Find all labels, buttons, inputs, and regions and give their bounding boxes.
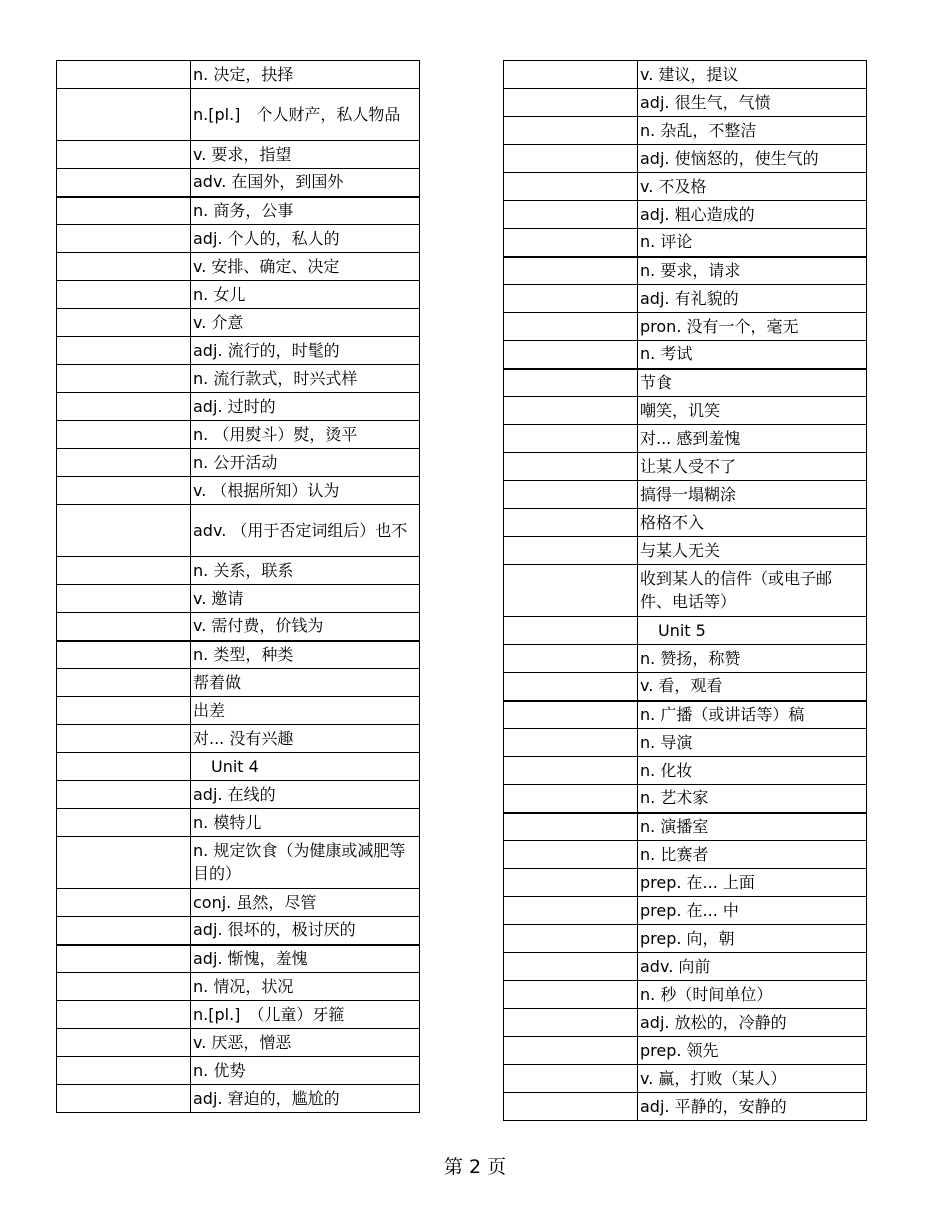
vocab-row	[57, 889, 420, 917]
meaning-cell: adj. 在线的	[191, 781, 420, 809]
word-cell	[504, 1065, 638, 1093]
vocab-row	[57, 1001, 420, 1029]
vocab-row	[504, 925, 867, 953]
word-cell	[504, 565, 638, 617]
meaning-cell: adj. 惭愧，羞愧	[191, 945, 420, 973]
vocab-row	[57, 197, 420, 225]
left-vocab-body	[57, 61, 420, 1113]
word-cell	[504, 145, 638, 173]
vocab-row	[504, 701, 867, 729]
meaning-cell: n. 类型，种类	[191, 641, 420, 669]
word-cell	[504, 785, 638, 813]
word-cell	[57, 61, 191, 89]
vocab-row	[504, 897, 867, 925]
vocab-row	[57, 141, 420, 169]
vocab-row	[504, 1065, 867, 1093]
meaning-cell: n. 广播（或讲话等）稿	[638, 701, 867, 729]
word-cell	[504, 897, 638, 925]
meaning-cell: pron. 没有一个，毫无	[638, 313, 867, 341]
meaning-cell: 收到某人的信件（或电子邮件、电话等）	[638, 565, 867, 617]
meaning-cell: adv. 向前	[638, 953, 867, 981]
meaning-cell: n. 导演	[638, 729, 867, 757]
meaning-cell: v. 邀请	[191, 585, 420, 613]
vocab-row	[504, 813, 867, 841]
meaning-cell: prep. 向，朝	[638, 925, 867, 953]
meaning-cell: adj. 有礼貌的	[638, 285, 867, 313]
vocab-row	[504, 257, 867, 285]
word-cell	[57, 1029, 191, 1057]
meaning-cell: v. 看，观看	[638, 673, 867, 701]
meaning-cell: n. 优势	[191, 1057, 420, 1085]
vocab-row	[504, 1093, 867, 1121]
word-cell	[504, 1037, 638, 1065]
meaning-cell: adj. 过时的	[191, 393, 420, 421]
vocab-row	[504, 1009, 867, 1037]
word-cell	[57, 725, 191, 753]
meaning-cell: n. 杂乱，不整洁	[638, 117, 867, 145]
word-cell	[504, 89, 638, 117]
vocab-row	[57, 781, 420, 809]
word-cell	[57, 421, 191, 449]
vocab-row	[504, 145, 867, 173]
meaning-cell: n.[pl.] （儿童）牙箍	[191, 1001, 420, 1029]
word-cell	[504, 981, 638, 1009]
word-cell	[57, 837, 191, 889]
word-cell	[57, 697, 191, 725]
vocab-row	[57, 725, 420, 753]
meaning-cell: prep. 领先	[638, 1037, 867, 1065]
meaning-cell: n. 秒（时间单位）	[638, 981, 867, 1009]
vocab-row	[504, 369, 867, 397]
meaning-cell: adj. 使恼怒的，使生气的	[638, 145, 867, 173]
word-cell	[504, 1093, 638, 1121]
word-cell	[57, 753, 191, 781]
meaning-cell: conj. 虽然，尽管	[191, 889, 420, 917]
vocab-row	[57, 641, 420, 669]
vocab-row	[504, 645, 867, 673]
meaning-cell: n. 关系，联系	[191, 557, 420, 585]
vocab-row	[504, 425, 867, 453]
vocab-row	[504, 397, 867, 425]
vocab-row	[504, 341, 867, 369]
vocab-row	[57, 917, 420, 945]
word-cell	[504, 61, 638, 89]
word-cell	[504, 229, 638, 257]
word-cell	[504, 369, 638, 397]
meaning-cell: adj. 很坏的，极讨厌的	[191, 917, 420, 945]
word-cell	[504, 313, 638, 341]
vocab-row	[57, 61, 420, 89]
meaning-cell: n.[pl.] 个人财产，私人物品	[191, 89, 420, 141]
meaning-cell: adv. 在国外，到国外	[191, 169, 420, 197]
word-cell	[504, 701, 638, 729]
meaning-cell: v. 要求，指望	[191, 141, 420, 169]
word-cell	[57, 917, 191, 945]
vocab-row	[504, 953, 867, 981]
vocab-row	[57, 337, 420, 365]
meaning-cell: prep. 在... 上面	[638, 869, 867, 897]
vocab-row	[504, 1037, 867, 1065]
meaning-cell: v. 需付费，价钱为	[191, 613, 420, 641]
meaning-cell: v. 不及格	[638, 173, 867, 201]
meaning-cell: v. 介意	[191, 309, 420, 337]
word-cell	[57, 809, 191, 837]
meaning-cell: 出差	[191, 697, 420, 725]
vocab-row	[57, 169, 420, 197]
word-cell	[57, 253, 191, 281]
unit-heading-row	[57, 753, 420, 781]
vocab-row	[57, 477, 420, 505]
vocab-row	[57, 281, 420, 309]
meaning-cell: n. 要求，请求	[638, 257, 867, 285]
word-cell	[57, 477, 191, 505]
word-cell	[57, 169, 191, 197]
meaning-cell: n. 演播室	[638, 813, 867, 841]
vocab-row	[504, 537, 867, 565]
unit-heading-cell: Unit 5	[638, 617, 867, 645]
word-cell	[57, 557, 191, 585]
vocab-row	[504, 453, 867, 481]
word-cell	[504, 257, 638, 285]
meaning-cell: 帮着做	[191, 669, 420, 697]
word-cell	[57, 89, 191, 141]
word-cell	[57, 449, 191, 477]
word-cell	[504, 537, 638, 565]
word-cell	[57, 613, 191, 641]
meaning-cell: n. （用熨斗）熨，烫平	[191, 421, 420, 449]
word-cell	[504, 117, 638, 145]
word-cell	[504, 953, 638, 981]
word-cell	[57, 585, 191, 613]
vocab-row	[504, 173, 867, 201]
meaning-cell: v. 赢，打败（某人）	[638, 1065, 867, 1093]
vocab-row	[57, 421, 420, 449]
word-cell	[57, 1057, 191, 1085]
left-vocab-table	[56, 60, 420, 1113]
meaning-cell: adj. 粗心造成的	[638, 201, 867, 229]
word-cell	[57, 141, 191, 169]
word-cell	[57, 669, 191, 697]
vocab-row	[57, 973, 420, 1001]
meaning-cell: n. 化妆	[638, 757, 867, 785]
word-cell	[504, 813, 638, 841]
word-cell	[57, 393, 191, 421]
word-cell	[57, 337, 191, 365]
meaning-cell: 让某人受不了	[638, 453, 867, 481]
word-cell	[504, 173, 638, 201]
word-cell	[504, 841, 638, 869]
meaning-cell: adv. （用于否定词组后）也不	[191, 505, 420, 557]
word-cell	[504, 425, 638, 453]
vocab-row	[57, 1029, 420, 1057]
vocab-row	[57, 557, 420, 585]
vocab-row	[504, 565, 867, 617]
meaning-cell: 格格不入	[638, 509, 867, 537]
word-cell	[57, 225, 191, 253]
word-cell	[57, 945, 191, 973]
meaning-cell: n. 比赛者	[638, 841, 867, 869]
meaning-cell: adj. 个人的，私人的	[191, 225, 420, 253]
word-cell	[57, 889, 191, 917]
vocab-row	[504, 285, 867, 313]
word-cell	[57, 781, 191, 809]
vocab-row	[504, 61, 867, 89]
vocab-row	[57, 225, 420, 253]
vocab-row	[57, 945, 420, 973]
meaning-cell: n. 流行款式，时兴式样	[191, 365, 420, 393]
vocab-row	[57, 669, 420, 697]
vocab-row	[57, 253, 420, 281]
meaning-cell: n. 商务，公事	[191, 197, 420, 225]
right-vocab-table	[503, 60, 867, 1121]
meaning-cell: 与某人无关	[638, 537, 867, 565]
meaning-cell: n. 决定，抉择	[191, 61, 420, 89]
meaning-cell: v. 厌恶，憎恶	[191, 1029, 420, 1057]
meaning-cell: v. （根据所知）认为	[191, 477, 420, 505]
unit-heading-cell: Unit 4	[191, 753, 420, 781]
vocab-row	[504, 869, 867, 897]
meaning-cell: v. 安排、确定、决定	[191, 253, 420, 281]
vocab-row	[57, 809, 420, 837]
meaning-cell: n. 情况，状况	[191, 973, 420, 1001]
vocab-row	[57, 613, 420, 641]
meaning-cell: v. 建议，提议	[638, 61, 867, 89]
meaning-cell: n. 女儿	[191, 281, 420, 309]
meaning-cell: adj. 窘迫的，尴尬的	[191, 1085, 420, 1113]
meaning-cell: 搞得一塌糊涂	[638, 481, 867, 509]
meaning-cell: 对... 感到羞愧	[638, 425, 867, 453]
word-cell	[57, 973, 191, 1001]
vocab-row	[504, 673, 867, 701]
vocab-row	[57, 837, 420, 889]
word-cell	[57, 281, 191, 309]
vocab-row	[504, 729, 867, 757]
word-cell	[504, 869, 638, 897]
meaning-cell: prep. 在... 中	[638, 897, 867, 925]
unit-heading-row	[504, 617, 867, 645]
word-cell	[504, 285, 638, 313]
vocab-row	[57, 393, 420, 421]
vocab-row	[504, 117, 867, 145]
word-cell	[57, 365, 191, 393]
word-cell	[504, 673, 638, 701]
vocab-row	[57, 309, 420, 337]
vocab-row	[504, 841, 867, 869]
vocab-row	[57, 89, 420, 141]
meaning-cell: adj. 很生气，气愤	[638, 89, 867, 117]
word-cell	[504, 481, 638, 509]
vocab-row	[504, 757, 867, 785]
vocab-row	[504, 89, 867, 117]
vocab-row	[57, 505, 420, 557]
word-cell	[504, 645, 638, 673]
vocab-row	[504, 229, 867, 257]
meaning-cell: 节食	[638, 369, 867, 397]
word-cell	[504, 509, 638, 537]
vocab-row	[504, 509, 867, 537]
vocab-row	[504, 785, 867, 813]
word-cell	[504, 925, 638, 953]
vocab-row	[57, 449, 420, 477]
word-cell	[504, 341, 638, 369]
vocab-row	[504, 313, 867, 341]
word-cell	[504, 201, 638, 229]
meaning-cell: n. 公开活动	[191, 449, 420, 477]
word-cell	[504, 1009, 638, 1037]
meaning-cell: n. 赞扬，称赞	[638, 645, 867, 673]
vocab-row	[504, 981, 867, 1009]
word-cell	[57, 1001, 191, 1029]
meaning-cell: 嘲笑，讥笑	[638, 397, 867, 425]
meaning-cell: n. 艺术家	[638, 785, 867, 813]
word-cell	[57, 1085, 191, 1113]
meaning-cell: n. 模特儿	[191, 809, 420, 837]
vocab-row	[504, 201, 867, 229]
word-cell	[504, 729, 638, 757]
vocab-row	[57, 1085, 420, 1113]
meaning-cell: adj. 放松的，冷静的	[638, 1009, 867, 1037]
word-cell	[57, 197, 191, 225]
word-cell	[57, 641, 191, 669]
meaning-cell: adj. 流行的，时髦的	[191, 337, 420, 365]
meaning-cell: adj. 平静的，安静的	[638, 1093, 867, 1121]
word-cell	[504, 617, 638, 645]
word-cell	[504, 453, 638, 481]
word-cell	[57, 505, 191, 557]
meaning-cell: 对... 没有兴趣	[191, 725, 420, 753]
page-number: 第 2 页	[443, 1156, 507, 1178]
vocab-row	[504, 481, 867, 509]
word-cell	[504, 397, 638, 425]
meaning-cell: n. 规定饮食（为健康或减肥等目的）	[191, 837, 420, 889]
vocab-row	[57, 365, 420, 393]
meaning-cell: n. 评论	[638, 229, 867, 257]
word-cell	[57, 309, 191, 337]
meaning-cell: n. 考试	[638, 341, 867, 369]
vocab-row	[57, 1057, 420, 1085]
vocab-row	[57, 585, 420, 613]
vocab-row	[57, 697, 420, 725]
right-vocab-body	[504, 61, 867, 1121]
word-cell	[504, 757, 638, 785]
